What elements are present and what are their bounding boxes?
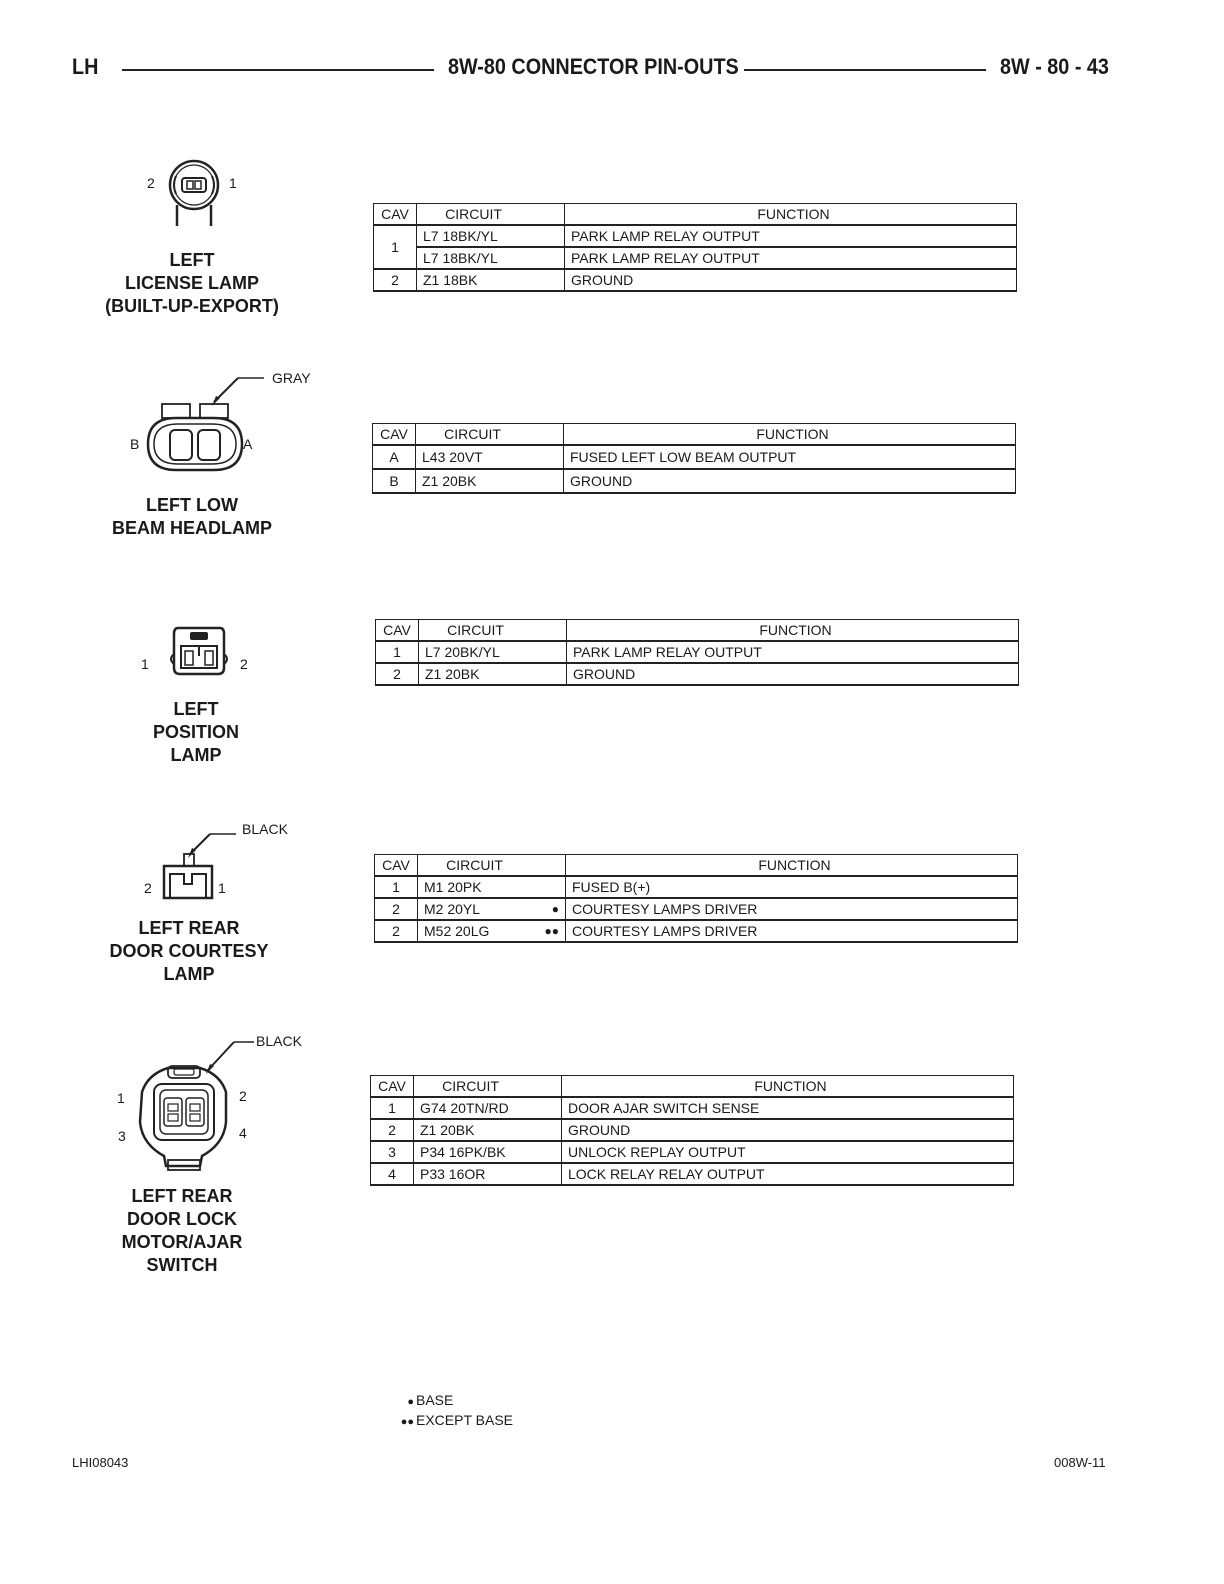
header-function: FUNCTION xyxy=(566,855,1018,877)
function-cell: COURTESY LAMPS DRIVER xyxy=(566,920,1018,942)
header-cav: CAV xyxy=(374,204,417,226)
table-row xyxy=(376,641,1019,663)
circuit-text: M52 20LG xyxy=(424,923,490,939)
courtesy-lamp-label: LEFT REAR DOOR COURTESY LAMP xyxy=(109,918,269,984)
option-marker: ● xyxy=(551,902,559,916)
table-row xyxy=(374,225,1017,247)
circuit-cell: P34 16PK/BK xyxy=(414,1141,562,1163)
function-cell: FUSED LEFT LOW BEAM OUTPUT xyxy=(564,445,1016,469)
header-cav: CAV xyxy=(371,1076,414,1098)
cav-cell: 2 xyxy=(375,898,418,920)
cav-cell: 2 xyxy=(376,663,419,685)
legend-symbol: ●● xyxy=(400,1416,414,1428)
header-function: FUNCTION xyxy=(562,1076,1014,1098)
option-marker: ●● xyxy=(544,924,559,938)
license-lamp-label: LEFT LICENSE LAMP (BUILT-UP-EXPORT) xyxy=(105,250,279,316)
low-beam-pin-a: A xyxy=(243,436,253,452)
header-rule-right xyxy=(744,69,986,71)
table-row xyxy=(375,898,1018,920)
circuit-cell: Z1 20BK xyxy=(416,469,564,493)
function-cell: COURTESY LAMPS DRIVER xyxy=(566,898,1018,920)
license-lamp-connector-drawing xyxy=(160,150,230,230)
circuit-cell: L7 18BK/YL xyxy=(417,247,565,269)
courtesy-lamp-pin-1: 1 xyxy=(218,880,226,896)
door-lock-label: LEFT REAR DOOR LOCK MOTOR/AJAR SWITCH xyxy=(121,1186,243,1275)
table-row xyxy=(374,247,1017,269)
table-row xyxy=(371,1097,1014,1119)
legend-base xyxy=(392,1392,453,1408)
door-lock-pin-3: 3 xyxy=(118,1128,126,1144)
license-lamp-pin-2: 2 xyxy=(147,175,155,191)
cav-cell: 1 xyxy=(371,1097,414,1119)
table-row xyxy=(376,663,1019,685)
table-row xyxy=(375,920,1018,942)
function-cell: PARK LAMP RELAY OUTPUT xyxy=(565,247,1017,269)
low-beam-pin-b: B xyxy=(130,436,140,452)
low-beam-color-tag: GRAY xyxy=(272,370,311,386)
position-lamp-pin-1: 1 xyxy=(141,656,149,672)
header-function: FUNCTION xyxy=(565,204,1017,226)
header-section-code: LH xyxy=(72,54,99,79)
function-cell: UNLOCK REPLAY OUTPUT xyxy=(562,1141,1014,1163)
header-rule-left xyxy=(122,69,434,71)
footer-doc-code: 008W-11 xyxy=(1054,1455,1106,1470)
low-beam-label: LEFT LOW BEAM HEADLAMP xyxy=(112,495,272,538)
circuit-cell xyxy=(418,876,566,898)
table-row xyxy=(373,469,1016,493)
door-lock-pin-4: 4 xyxy=(239,1125,247,1141)
cav-cell: A xyxy=(373,445,416,469)
circuit-cell: L7 18BK/YL xyxy=(417,225,565,247)
license-lamp-pin-1: 1 xyxy=(229,175,237,191)
cav-cell: 4 xyxy=(371,1163,414,1185)
header-circuit: CIRCUIT xyxy=(417,204,565,226)
table-header-row xyxy=(376,620,1019,642)
table-row xyxy=(371,1163,1014,1185)
function-cell: PARK LAMP RELAY OUTPUT xyxy=(567,641,1019,663)
function-cell: FUSED B(+) xyxy=(566,876,1018,898)
door-lock-connector-drawing xyxy=(134,1030,304,1180)
door-lock-pin-1: 1 xyxy=(117,1090,125,1106)
courtesy-lamp-color-tag: BLACK xyxy=(242,821,288,837)
table-row xyxy=(375,876,1018,898)
circuit-cell xyxy=(418,920,566,942)
header-circuit: CIRCUIT xyxy=(418,855,566,877)
table-row xyxy=(371,1141,1014,1163)
circuit-text: M1 20PK xyxy=(424,879,482,895)
header-function: FUNCTION xyxy=(564,424,1016,446)
courtesy-lamp-pin-2: 2 xyxy=(144,880,152,896)
header-circuit: CIRCUIT xyxy=(414,1076,562,1098)
legend-text: BASE xyxy=(416,1392,454,1408)
low-beam-connector-drawing xyxy=(146,366,266,476)
license-lamp-pinout-table xyxy=(373,203,1017,292)
function-cell: GROUND xyxy=(562,1119,1014,1141)
cav-cell: 3 xyxy=(371,1141,414,1163)
door-lock-pinout-table xyxy=(370,1075,1014,1186)
header-circuit: CIRCUIT xyxy=(416,424,564,446)
table-header-row xyxy=(373,424,1016,446)
page-number: 8W - 80 - 43 xyxy=(1000,54,1109,79)
function-cell: PARK LAMP RELAY OUTPUT xyxy=(565,225,1017,247)
header-cav: CAV xyxy=(373,424,416,446)
circuit-cell: L7 20BK/YL xyxy=(419,641,567,663)
table-header-row xyxy=(371,1076,1014,1098)
header-cav: CAV xyxy=(376,620,419,642)
function-cell: GROUND xyxy=(564,469,1016,493)
door-lock-pin-2: 2 xyxy=(239,1088,247,1104)
function-cell: GROUND xyxy=(567,663,1019,685)
header-function: FUNCTION xyxy=(567,620,1019,642)
function-cell: LOCK RELAY RELAY OUTPUT xyxy=(562,1163,1014,1185)
door-lock-color-tag: BLACK xyxy=(256,1033,302,1049)
cav-cell: B xyxy=(373,469,416,493)
circuit-cell: L43 20VT xyxy=(416,445,564,469)
function-cell: GROUND xyxy=(565,269,1017,291)
position-lamp-connector-drawing xyxy=(164,624,234,684)
legend-except-base xyxy=(392,1412,513,1428)
position-lamp-pinout-table xyxy=(375,619,1019,686)
circuit-cell xyxy=(418,898,566,920)
legend-symbol: ● xyxy=(407,1396,414,1408)
footer-figure-id: LHI08043 xyxy=(72,1455,129,1470)
page-title: 8W-80 CONNECTOR PIN-OUTS xyxy=(448,54,739,79)
low-beam-pinout-table xyxy=(372,423,1016,494)
cav-cell: 2 xyxy=(371,1119,414,1141)
circuit-cell: G74 20TN/RD xyxy=(414,1097,562,1119)
circuit-cell: P33 16OR xyxy=(414,1163,562,1185)
cav-cell: 2 xyxy=(374,269,417,291)
table-header-row xyxy=(375,855,1018,877)
cav-cell: 1 xyxy=(376,641,419,663)
table-row xyxy=(373,445,1016,469)
courtesy-lamp-pinout-table xyxy=(374,854,1018,943)
table-header-row xyxy=(374,204,1017,226)
cav-cell: 1 xyxy=(374,225,417,269)
function-cell: DOOR AJAR SWITCH SENSE xyxy=(562,1097,1014,1119)
circuit-cell: Z1 20BK xyxy=(419,663,567,685)
circuit-text: M2 20YL xyxy=(424,901,481,917)
cav-cell: 2 xyxy=(375,920,418,942)
table-row xyxy=(371,1119,1014,1141)
position-lamp-pin-2: 2 xyxy=(240,656,248,672)
header-circuit: CIRCUIT xyxy=(419,620,567,642)
cav-cell: 1 xyxy=(375,876,418,898)
legend-text: EXCEPT BASE xyxy=(416,1412,514,1428)
circuit-cell: Z1 20BK xyxy=(414,1119,562,1141)
circuit-cell: Z1 18BK xyxy=(417,269,565,291)
table-row xyxy=(374,269,1017,291)
position-lamp-label: LEFT POSITION LAMP xyxy=(152,699,239,765)
header-cav: CAV xyxy=(375,855,418,877)
